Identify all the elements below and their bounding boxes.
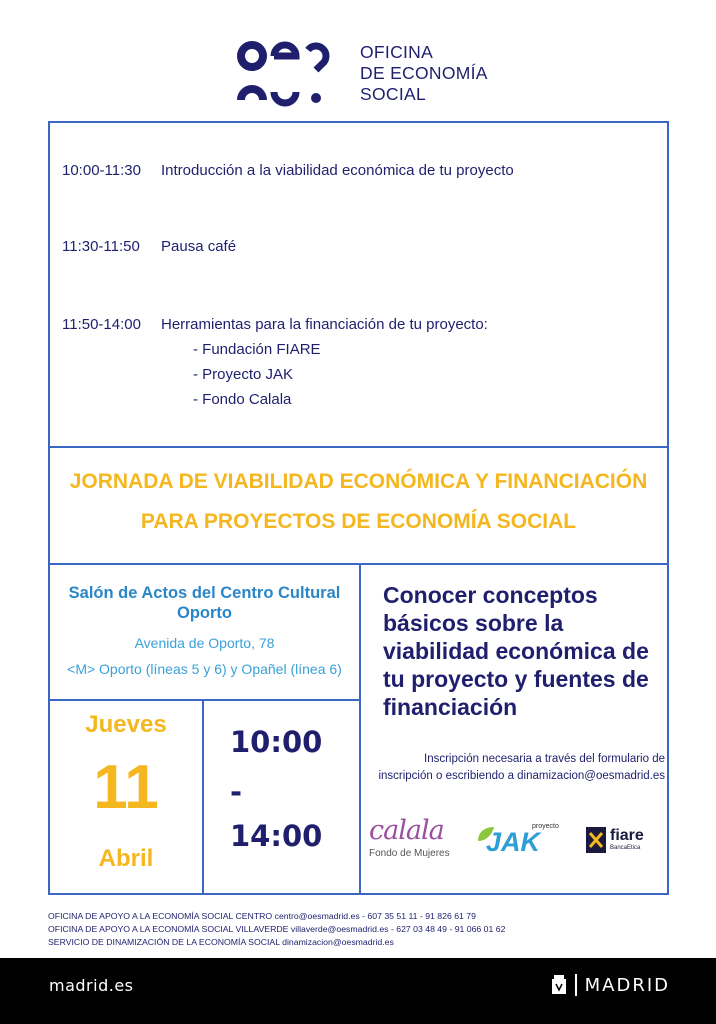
org-name-line-2: DE ECONOMÍA — [360, 63, 488, 83]
contact-detail[interactable]: centro@oesmadrid.es - 607 35 51 11 - 91 826 61 79 — [274, 911, 476, 921]
info-headline: Conocer conceptos básicos sobre la viabilidad económica de tu proyecto y fuentes de financiación — [383, 582, 649, 720]
footer-bar — [0, 958, 716, 1024]
venue-transport: <M> Oporto (líneas 5 y 6) y Opañel (línea 6) — [67, 661, 342, 677]
time-separator: - — [230, 775, 243, 809]
contact-detail[interactable]: dinamizacion@oesmadrid.es — [282, 937, 394, 947]
info-box — [359, 563, 669, 895]
jak-logo-name: JAK — [486, 827, 541, 857]
fiare-logo-subtitle: BancaEtica — [610, 845, 641, 851]
jak-logo-tag: proyecto — [532, 823, 559, 830]
venue-box — [48, 563, 361, 701]
fiare-logo-name: fiare — [610, 827, 644, 844]
registration-note-line-1: Inscripción necesaria a través del formulario de — [424, 753, 665, 765]
org-name — [360, 42, 488, 105]
time-start: 10:00 — [230, 725, 323, 759]
contact-name: OFICINA DE APOYO A LA ECONOMÍA SOCIAL CENTRO — [48, 911, 273, 921]
date-weekday: Jueves — [85, 711, 167, 738]
fiare-mark-icon — [586, 827, 606, 853]
contact-line — [48, 936, 505, 949]
madrid-site-link[interactable]: madrid.es — [49, 976, 134, 995]
agenda-item — [62, 238, 236, 255]
madrid-logo-divider — [575, 974, 577, 996]
jak-logo — [476, 823, 560, 859]
fiare-logo — [586, 827, 656, 857]
agenda-box — [48, 121, 669, 448]
date-month: Abril — [98, 845, 154, 872]
venue-address: Avenida de Oporto, 78 — [134, 635, 275, 651]
org-name-line-1: OFICINA — [360, 42, 434, 62]
calala-logo — [369, 815, 461, 863]
agenda-item-title: Herramientas para la financiación de tu proyecto: — [161, 316, 488, 333]
contact-list — [48, 910, 505, 949]
agenda-item-time: 10:00-11:30 — [62, 162, 141, 179]
agenda-item — [62, 162, 514, 179]
agenda-item-time: 11:50-14:00 — [62, 316, 141, 333]
oes-logo-icon — [236, 40, 340, 108]
venue-name: Salón de Actos del Centro Cultural Oporto — [68, 584, 341, 622]
event-title-box — [48, 446, 669, 565]
contact-detail[interactable]: villaverde@oesmadrid.es - 627 03 48 49 - 91 066 01 62 — [290, 924, 506, 934]
contact-name: SERVICIO DE DINAMIZACIÓN DE LA ECONOMÍA SOCIAL — [48, 937, 280, 947]
date-box — [48, 699, 204, 895]
agenda-item-title: Pausa café — [161, 238, 237, 255]
oes-logo — [236, 40, 488, 108]
calala-logo-subtitle: Fondo de Mujeres — [369, 848, 450, 859]
contact-line — [48, 910, 505, 923]
agenda-subitem: - Fundación FIARE — [193, 341, 321, 358]
registration-note — [361, 751, 665, 785]
time-box — [202, 699, 361, 895]
agenda-item — [62, 316, 488, 333]
agenda-subitem: - Fondo Calala — [193, 391, 292, 408]
org-name-line-3: SOCIAL — [360, 84, 426, 104]
agenda-item-time: 11:30-11:50 — [62, 238, 140, 255]
contact-line — [48, 923, 505, 936]
madrid-logo — [551, 974, 670, 996]
madrid-logo-text: MADRID — [584, 974, 670, 996]
madrid-crest-icon — [551, 975, 567, 995]
calala-logo-name: calala — [369, 815, 444, 846]
event-title-line-2: PARA PROYECTOS DE ECONOMÍA SOCIAL — [140, 510, 577, 533]
event-title-line-1: JORNADA DE VIABILIDAD ECONÓMICA Y FINANCIACIÓN — [69, 470, 648, 493]
contact-name: OFICINA DE APOYO A LA ECONOMÍA SOCIAL VILLAVERDE — [48, 924, 289, 934]
agenda-item-title: Introducción a la viabilidad económica de tu proyecto — [161, 162, 514, 179]
time-end: 14:00 — [230, 819, 323, 853]
date-day: 11 — [93, 753, 159, 822]
registration-note-line-2: inscripción o escribiendo a dinamizacion@oesmadrid.es — [378, 770, 665, 782]
agenda-subitem: - Proyecto JAK — [193, 366, 294, 383]
